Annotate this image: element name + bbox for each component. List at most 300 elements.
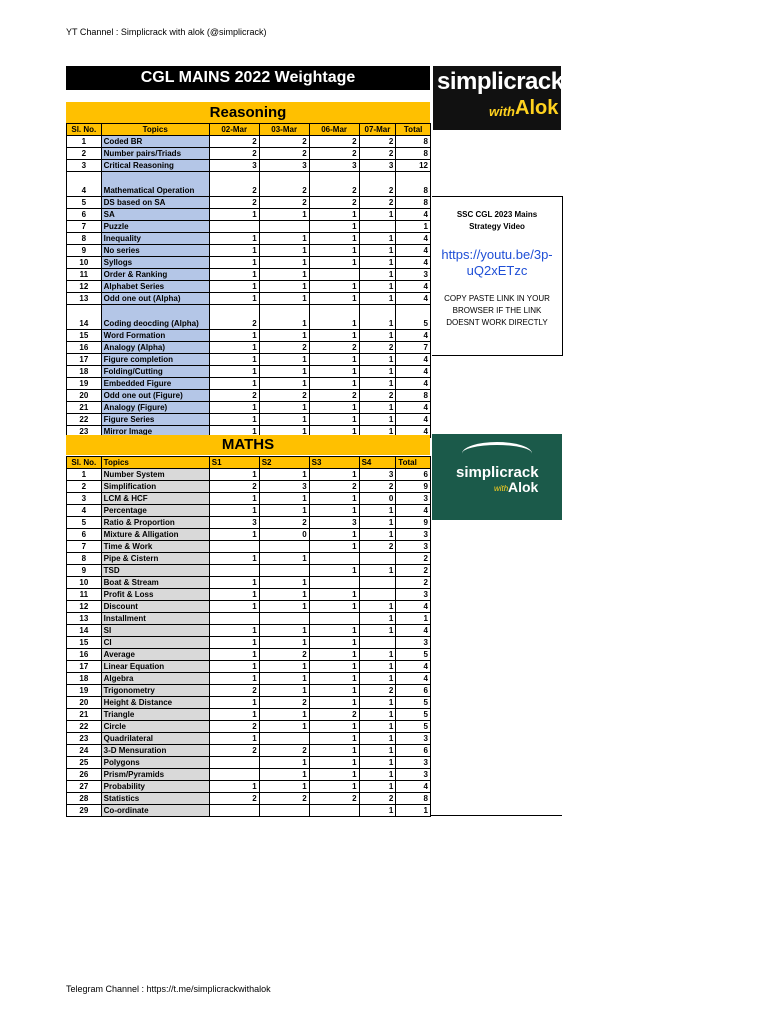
value-cell: 1 xyxy=(209,233,259,245)
topic-cell: Analogy (Figure) xyxy=(101,402,209,414)
topic-cell: Prism/Pyramids xyxy=(101,769,209,781)
topic-cell: Average xyxy=(101,649,209,661)
value-cell: 1 xyxy=(259,589,309,601)
serial-cell: 8 xyxy=(67,233,102,245)
value-cell: 2 xyxy=(259,649,309,661)
value-cell: 1 xyxy=(259,769,309,781)
serial-cell: 28 xyxy=(67,793,102,805)
total-cell: 3 xyxy=(396,637,431,649)
value-cell xyxy=(359,577,396,589)
table-row xyxy=(67,342,431,354)
topic-cell: Embedded Figure xyxy=(101,378,209,390)
serial-cell: 4 xyxy=(67,505,102,517)
topic-cell: DS based on SA xyxy=(101,197,209,209)
serial-cell: 22 xyxy=(67,721,102,733)
total-cell: 3 xyxy=(396,757,431,769)
value-cell: 1 xyxy=(359,305,396,330)
logo-secondary-name-text: Alok xyxy=(508,479,539,495)
value-cell xyxy=(359,637,396,649)
value-cell: 2 xyxy=(209,148,259,160)
total-cell: 4 xyxy=(396,354,431,366)
total-cell: 4 xyxy=(396,378,431,390)
topic-cell: Coded BR xyxy=(101,136,209,148)
topic-cell: Time & Work xyxy=(101,541,209,553)
value-cell: 1 xyxy=(209,414,259,426)
total-cell: 5 xyxy=(396,649,431,661)
value-cell: 2 xyxy=(309,342,359,354)
serial-cell: 21 xyxy=(67,402,102,414)
maths-section-title: MATHS xyxy=(66,435,430,455)
value-cell: 1 xyxy=(259,426,309,438)
total-cell: 4 xyxy=(396,366,431,378)
total-cell: 6 xyxy=(396,745,431,757)
total-cell: 5 xyxy=(396,721,431,733)
total-cell: 4 xyxy=(396,293,431,305)
value-cell: 1 xyxy=(209,733,259,745)
table-row xyxy=(67,589,431,601)
value-cell: 2 xyxy=(359,197,396,209)
table-row xyxy=(67,209,431,221)
value-cell xyxy=(209,541,259,553)
value-cell xyxy=(359,589,396,601)
value-cell xyxy=(259,613,309,625)
value-cell: 2 xyxy=(209,172,259,197)
header-note: YT Channel : Simplicrack with alok (@simplicrack) xyxy=(66,27,267,37)
table-row xyxy=(67,160,431,172)
value-cell: 1 xyxy=(259,354,309,366)
total-cell: 5 xyxy=(396,305,431,330)
value-cell: 2 xyxy=(259,517,309,529)
value-cell: 1 xyxy=(259,402,309,414)
total-cell: 6 xyxy=(396,685,431,697)
value-cell: 1 xyxy=(309,769,359,781)
value-cell: 2 xyxy=(359,541,396,553)
serial-cell: 23 xyxy=(67,426,102,438)
serial-cell: 7 xyxy=(67,541,102,553)
total-cell: 3 xyxy=(396,589,431,601)
value-cell: 2 xyxy=(209,481,259,493)
table-row xyxy=(67,637,431,649)
logo-secondary-with-text: with xyxy=(494,484,509,493)
topic-cell: Order & Ranking xyxy=(101,269,209,281)
value-cell: 1 xyxy=(359,378,396,390)
value-cell: 1 xyxy=(309,637,359,649)
value-cell xyxy=(309,269,359,281)
topic-cell: Statistics xyxy=(101,793,209,805)
serial-cell: 10 xyxy=(67,257,102,269)
serial-cell: 15 xyxy=(67,637,102,649)
value-cell: 1 xyxy=(259,257,309,269)
value-cell: 1 xyxy=(309,505,359,517)
value-cell: 3 xyxy=(259,160,309,172)
value-cell: 1 xyxy=(259,469,309,481)
table-row xyxy=(67,529,431,541)
value-cell: 2 xyxy=(209,793,259,805)
serial-cell: 5 xyxy=(67,197,102,209)
table-row xyxy=(67,390,431,402)
value-cell: 1 xyxy=(359,769,396,781)
value-cell: 2 xyxy=(309,390,359,402)
total-cell: 1 xyxy=(396,805,431,817)
total-cell: 1 xyxy=(396,221,431,233)
value-cell: 1 xyxy=(359,745,396,757)
topic-cell: Mixture & Alligation xyxy=(101,529,209,541)
value-cell: 1 xyxy=(259,757,309,769)
serial-cell: 13 xyxy=(67,613,102,625)
reasoning-header-cell: 06-Mar xyxy=(309,124,359,136)
brand-logo xyxy=(433,66,564,130)
topic-cell: Mathematical Operation xyxy=(101,172,209,197)
topic-cell: Co-ordinate xyxy=(101,805,209,817)
serial-cell: 5 xyxy=(67,517,102,529)
serial-cell: 26 xyxy=(67,769,102,781)
serial-cell: 2 xyxy=(67,481,102,493)
value-cell: 1 xyxy=(309,221,359,233)
value-cell: 1 xyxy=(309,781,359,793)
table-row xyxy=(67,257,431,269)
topic-cell: Folding/Cutting xyxy=(101,366,209,378)
serial-cell: 6 xyxy=(67,209,102,221)
serial-cell: 1 xyxy=(67,469,102,481)
value-cell: 1 xyxy=(259,305,309,330)
reasoning-header-row xyxy=(67,124,431,136)
link-instruction-note: COPY PASTE LINK IN YOUR BROWSER IF THE LINK DOESNT WORK DIRECTLY xyxy=(444,294,550,327)
value-cell: 1 xyxy=(309,685,359,697)
reasoning-header-cell: Sl. No. xyxy=(67,124,102,136)
total-cell: 4 xyxy=(396,209,431,221)
value-cell: 1 xyxy=(309,493,359,505)
total-cell: 4 xyxy=(396,673,431,685)
value-cell: 2 xyxy=(209,390,259,402)
value-cell: 1 xyxy=(209,293,259,305)
total-cell: 3 xyxy=(396,769,431,781)
total-cell: 2 xyxy=(396,553,431,565)
total-cell: 3 xyxy=(396,529,431,541)
value-cell: 1 xyxy=(359,209,396,221)
value-cell: 1 xyxy=(209,577,259,589)
value-cell: 1 xyxy=(259,293,309,305)
topic-cell: Odd one out (Figure) xyxy=(101,390,209,402)
table-row xyxy=(67,553,431,565)
value-cell: 1 xyxy=(309,233,359,245)
serial-cell: 23 xyxy=(67,733,102,745)
value-cell: 1 xyxy=(209,661,259,673)
total-cell: 12 xyxy=(396,160,431,172)
value-cell xyxy=(259,805,309,817)
value-cell: 3 xyxy=(209,160,259,172)
topic-cell: Alphabet Series xyxy=(101,281,209,293)
total-cell: 4 xyxy=(396,601,431,613)
footer-note: Telegram Channel : https://t.me/simplicrackwithalok xyxy=(66,984,271,994)
value-cell: 1 xyxy=(359,601,396,613)
value-cell: 1 xyxy=(309,649,359,661)
reasoning-section-title: Reasoning xyxy=(66,102,430,123)
logo-brand-text: simplicrack xyxy=(437,68,564,95)
value-cell: 1 xyxy=(309,245,359,257)
value-cell: 1 xyxy=(209,697,259,709)
total-cell: 8 xyxy=(396,197,431,209)
serial-cell: 20 xyxy=(67,697,102,709)
strategy-video-panel xyxy=(432,196,563,356)
table-row xyxy=(67,402,431,414)
value-cell: 1 xyxy=(209,402,259,414)
serial-cell: 14 xyxy=(67,305,102,330)
value-cell: 1 xyxy=(259,233,309,245)
serial-cell: 14 xyxy=(67,625,102,637)
value-cell: 2 xyxy=(309,136,359,148)
total-cell: 4 xyxy=(396,245,431,257)
topic-cell: SA xyxy=(101,209,209,221)
maths-side-border xyxy=(430,520,431,816)
table-row xyxy=(67,745,431,757)
value-cell: 1 xyxy=(209,781,259,793)
topic-cell: Number pairs/Triads xyxy=(101,148,209,160)
value-cell: 1 xyxy=(309,661,359,673)
value-cell: 1 xyxy=(309,721,359,733)
table-row xyxy=(67,541,431,553)
value-cell: 1 xyxy=(259,366,309,378)
value-cell: 1 xyxy=(209,649,259,661)
value-cell: 2 xyxy=(359,390,396,402)
serial-cell: 8 xyxy=(67,553,102,565)
serial-cell: 27 xyxy=(67,781,102,793)
value-cell: 3 xyxy=(309,517,359,529)
value-cell: 1 xyxy=(309,601,359,613)
table-row xyxy=(67,281,431,293)
value-cell: 1 xyxy=(359,293,396,305)
value-cell: 2 xyxy=(359,685,396,697)
value-cell xyxy=(359,553,396,565)
table-row xyxy=(67,781,431,793)
topic-cell: Linear Equation xyxy=(101,661,209,673)
table-row xyxy=(67,233,431,245)
value-cell: 1 xyxy=(359,709,396,721)
value-cell xyxy=(309,553,359,565)
value-cell: 1 xyxy=(209,601,259,613)
topic-cell: Critical Reasoning xyxy=(101,160,209,172)
serial-cell: 11 xyxy=(67,589,102,601)
topic-cell: 3-D Mensuration xyxy=(101,745,209,757)
topic-cell: Syllogs xyxy=(101,257,209,269)
serial-cell: 9 xyxy=(67,565,102,577)
table-row xyxy=(67,245,431,257)
table-row xyxy=(67,269,431,281)
serial-cell: 22 xyxy=(67,414,102,426)
topic-cell: Profit & Loss xyxy=(101,589,209,601)
value-cell: 2 xyxy=(359,342,396,354)
value-cell: 1 xyxy=(359,697,396,709)
value-cell: 1 xyxy=(259,378,309,390)
value-cell: 2 xyxy=(309,709,359,721)
value-cell: 1 xyxy=(359,781,396,793)
reasoning-header-cell: 02-Mar xyxy=(209,124,259,136)
value-cell: 2 xyxy=(259,172,309,197)
topic-cell: Odd one out (Alpha) xyxy=(101,293,209,305)
value-cell: 2 xyxy=(259,197,309,209)
topic-cell: Coding deocding (Alpha) xyxy=(101,305,209,330)
reasoning-header-cell: 03-Mar xyxy=(259,124,309,136)
value-cell: 2 xyxy=(359,481,396,493)
table-row xyxy=(67,136,431,148)
value-cell: 1 xyxy=(309,402,359,414)
value-cell: 1 xyxy=(359,517,396,529)
maths-header-cell: S2 xyxy=(259,457,309,469)
topic-cell: Pipe & Cistern xyxy=(101,553,209,565)
table-row xyxy=(67,601,431,613)
logo-with-text: with xyxy=(489,104,515,119)
value-cell: 1 xyxy=(359,805,396,817)
serial-cell: 17 xyxy=(67,661,102,673)
value-cell: 1 xyxy=(209,281,259,293)
value-cell: 1 xyxy=(359,414,396,426)
maths-header-cell: S1 xyxy=(209,457,259,469)
strategy-video-link[interactable]: https://youtu.be/3p-uQ2xETzc xyxy=(441,247,553,278)
topic-cell: Word Formation xyxy=(101,330,209,342)
value-cell xyxy=(309,613,359,625)
value-cell: 1 xyxy=(359,625,396,637)
value-cell: 1 xyxy=(309,305,359,330)
topic-cell: Percentage xyxy=(101,505,209,517)
topic-cell: LCM & HCF xyxy=(101,493,209,505)
serial-cell: 3 xyxy=(67,493,102,505)
table-row xyxy=(67,517,431,529)
table-row xyxy=(67,481,431,493)
topic-cell: Analogy (Alpha) xyxy=(101,342,209,354)
table-row xyxy=(67,733,431,745)
maths-header-cell: S3 xyxy=(309,457,359,469)
value-cell xyxy=(259,541,309,553)
brand-logo-secondary xyxy=(432,434,562,520)
topic-cell: Quadrilateral xyxy=(101,733,209,745)
value-cell xyxy=(209,805,259,817)
serial-cell: 19 xyxy=(67,378,102,390)
value-cell: 1 xyxy=(209,637,259,649)
total-cell: 1 xyxy=(396,613,431,625)
value-cell: 2 xyxy=(259,148,309,160)
topic-cell: SI xyxy=(101,625,209,637)
value-cell: 1 xyxy=(259,709,309,721)
table-row xyxy=(67,625,431,637)
value-cell: 1 xyxy=(309,469,359,481)
total-cell: 8 xyxy=(396,793,431,805)
topic-cell: Number System xyxy=(101,469,209,481)
serial-cell: 16 xyxy=(67,342,102,354)
value-cell: 3 xyxy=(359,469,396,481)
value-cell: 1 xyxy=(359,426,396,438)
serial-cell: 11 xyxy=(67,269,102,281)
value-cell: 1 xyxy=(309,529,359,541)
table-row xyxy=(67,649,431,661)
serial-cell: 13 xyxy=(67,293,102,305)
table-row xyxy=(67,685,431,697)
value-cell: 1 xyxy=(309,733,359,745)
value-cell: 1 xyxy=(309,354,359,366)
serial-cell: 16 xyxy=(67,649,102,661)
value-cell: 1 xyxy=(209,529,259,541)
table-row xyxy=(67,493,431,505)
value-cell: 2 xyxy=(209,305,259,330)
value-cell: 1 xyxy=(359,233,396,245)
topic-cell: Inequality xyxy=(101,233,209,245)
serial-cell: 6 xyxy=(67,529,102,541)
value-cell: 2 xyxy=(259,793,309,805)
total-cell: 4 xyxy=(396,414,431,426)
table-row xyxy=(67,757,431,769)
serial-cell: 25 xyxy=(67,757,102,769)
serial-cell: 1 xyxy=(67,136,102,148)
value-cell: 1 xyxy=(259,553,309,565)
value-cell: 1 xyxy=(259,505,309,517)
value-cell: 1 xyxy=(309,757,359,769)
total-cell: 4 xyxy=(396,402,431,414)
total-cell: 4 xyxy=(396,781,431,793)
value-cell: 1 xyxy=(209,493,259,505)
table-row xyxy=(67,330,431,342)
serial-cell: 10 xyxy=(67,577,102,589)
value-cell xyxy=(209,221,259,233)
total-cell: 6 xyxy=(396,469,431,481)
topic-cell: Polygons xyxy=(101,757,209,769)
table-row xyxy=(67,148,431,160)
value-cell: 1 xyxy=(259,601,309,613)
value-cell: 1 xyxy=(309,366,359,378)
value-cell: 1 xyxy=(209,354,259,366)
total-cell: 4 xyxy=(396,233,431,245)
serial-cell: 4 xyxy=(67,172,102,197)
value-cell xyxy=(309,577,359,589)
table-row xyxy=(67,469,431,481)
value-cell: 1 xyxy=(259,577,309,589)
value-cell: 1 xyxy=(309,281,359,293)
serial-cell: 15 xyxy=(67,330,102,342)
serial-cell: 18 xyxy=(67,366,102,378)
value-cell: 1 xyxy=(259,661,309,673)
value-cell: 1 xyxy=(309,257,359,269)
value-cell xyxy=(259,565,309,577)
total-cell: 8 xyxy=(396,148,431,160)
maths-header-cell: Total xyxy=(396,457,431,469)
value-cell: 1 xyxy=(359,505,396,517)
total-cell: 4 xyxy=(396,661,431,673)
strategy-video-heading: SSC CGL 2023 Mains Strategy Video xyxy=(456,210,538,231)
table-row xyxy=(67,197,431,209)
value-cell: 1 xyxy=(259,330,309,342)
value-cell: 1 xyxy=(259,721,309,733)
table-row xyxy=(67,565,431,577)
total-cell: 4 xyxy=(396,505,431,517)
value-cell: 1 xyxy=(259,281,309,293)
value-cell: 2 xyxy=(209,197,259,209)
table-row xyxy=(67,721,431,733)
reasoning-header-cell: Total xyxy=(396,124,431,136)
table-row xyxy=(67,378,431,390)
value-cell: 1 xyxy=(209,709,259,721)
value-cell xyxy=(259,733,309,745)
table-row xyxy=(67,673,431,685)
value-cell: 1 xyxy=(209,505,259,517)
maths-table xyxy=(66,456,431,817)
table-row xyxy=(67,769,431,781)
value-cell: 1 xyxy=(359,402,396,414)
value-cell: 1 xyxy=(309,209,359,221)
topic-cell: Figure completion xyxy=(101,354,209,366)
value-cell: 1 xyxy=(309,625,359,637)
table-row xyxy=(67,577,431,589)
value-cell: 1 xyxy=(209,673,259,685)
total-cell: 2 xyxy=(396,565,431,577)
value-cell: 0 xyxy=(259,529,309,541)
serial-cell: 12 xyxy=(67,601,102,613)
